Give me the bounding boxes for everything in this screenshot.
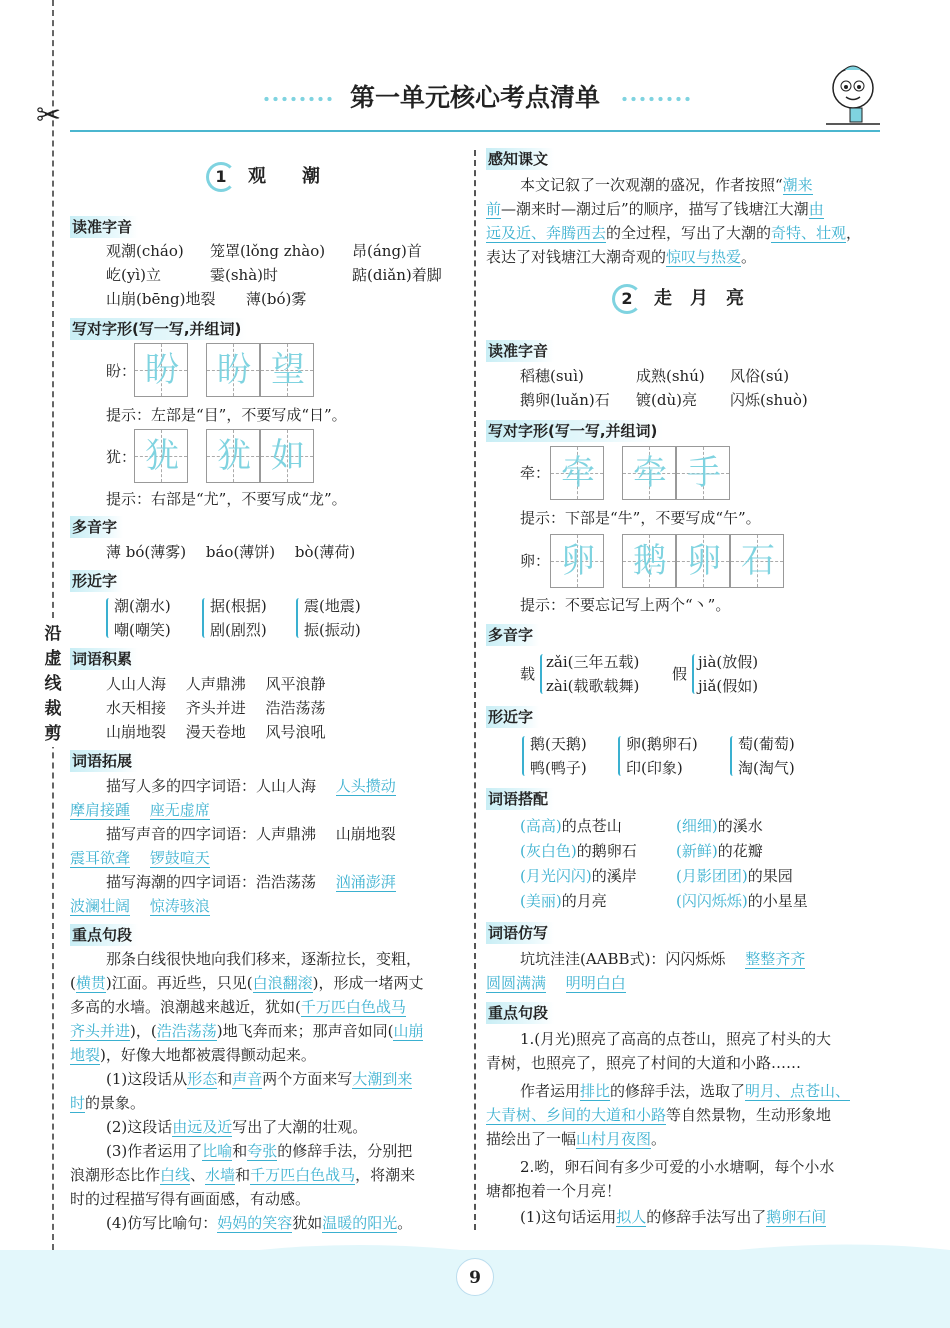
- text-line: 萄(葡萄): [738, 735, 795, 753]
- text-line: 观潮(cháo): [106, 242, 184, 260]
- text-line: 大青树、乡间的大道和小路等自然景物，生动形象地: [486, 1106, 832, 1124]
- section-key-passage: 重点句段: [486, 1002, 554, 1024]
- text-line: (灰白色)的鹅卵石: [520, 842, 637, 860]
- text-line: 牵：: [520, 464, 551, 482]
- text-line: 薄 bó(薄雾) báo(薄饼) bò(薄荷): [106, 543, 356, 561]
- text-line: 那条白线很快地向我们移来，逐渐拉长，变粗，: [106, 950, 422, 968]
- answer-text: 惊涛骇浪: [149, 897, 210, 915]
- answer-text: 妈妈的笑容: [217, 1214, 293, 1232]
- text-line: 淘(淘气): [738, 759, 795, 777]
- text-line: 表达了对钱塘江大潮奇观的惊叹与热爱。: [486, 248, 757, 266]
- page-title: 第一单元核心考点清单: [349, 83, 600, 112]
- char-grid: 犹: [134, 429, 188, 483]
- text-line: 作者运用排比的修辞手法，选取了明月、点苍山、: [520, 1082, 851, 1100]
- text-line: 印(印象): [626, 759, 683, 777]
- answer-text: 鹅卵石间: [766, 1208, 827, 1226]
- section-word-collocation: 词语搭配: [486, 788, 554, 810]
- answer-text: (美丽): [520, 892, 562, 910]
- brace-mark: [522, 736, 528, 776]
- answer-text: 形态: [187, 1070, 218, 1088]
- text-line: 犹：: [106, 448, 137, 466]
- text-line: (新鲜)的花瓣: [676, 842, 763, 860]
- answer-text: (月影团团): [676, 867, 748, 885]
- brace-mark: [618, 736, 624, 776]
- answer-text: 声音: [232, 1070, 263, 1088]
- text-line: 人山人海 人声鼎沸 风平浪静: [106, 675, 326, 693]
- text-line: (2)这段话由远及近写出了大潮的壮观。: [106, 1118, 368, 1136]
- text-line: 震(地震): [304, 597, 361, 615]
- text-line: 时的景象。: [70, 1094, 146, 1112]
- char-grid: 手: [676, 446, 730, 500]
- text-line: (1)这段话从形态和声音两个方面来写大潮到来: [106, 1070, 413, 1088]
- text-line: 青树，也照亮了，照亮了村间的大道和小路……: [486, 1054, 802, 1072]
- text-line: [70, 799, 210, 821]
- answer-text: 山村月夜图: [576, 1130, 652, 1148]
- answer-text: 汹涌澎湃: [335, 873, 396, 891]
- answer-text: 大潮到来: [352, 1070, 413, 1088]
- text-line: 山崩(bēng)地裂: [106, 290, 216, 308]
- answer-text: 千万匹白色战马: [250, 1166, 356, 1184]
- text-line: 水天相接 齐头并进 浩浩荡荡: [106, 699, 326, 717]
- answer-text: 锣鼓喧天: [149, 849, 210, 867]
- header-rule: [70, 130, 880, 132]
- answer-text: 震耳欲聋: [70, 849, 131, 867]
- section-similar-chars: 形近字: [70, 570, 123, 592]
- answer-text: 远及近、奔腾西去: [486, 224, 607, 242]
- text-line: zǎi(三年五载): [546, 653, 640, 671]
- section-writing: 写对字形(写一写,并组词): [70, 318, 247, 340]
- answer-text: 圆圆满满: [486, 974, 547, 992]
- char-grid: 盼: [206, 343, 260, 397]
- answer-text: 白线: [160, 1166, 191, 1184]
- answer-text: (高高): [520, 817, 562, 835]
- section-polyphone: 多音字: [486, 624, 539, 646]
- text-line: 提示：左部是“目”，不要写成“日”。: [106, 406, 347, 424]
- section-writing: 写对字形(写一写,并组词): [486, 420, 663, 442]
- text-line: 地裂)，好像大地都被震得颤动起来。: [70, 1046, 316, 1064]
- text-line: zài(载歌载舞): [546, 677, 640, 695]
- text-line: 鸭(鸭子): [530, 759, 587, 777]
- answer-text: (细细): [676, 817, 718, 835]
- section-similar-chars: 形近字: [486, 706, 539, 728]
- answer-text: 整整齐齐: [745, 950, 806, 968]
- answer-text: 地裂: [70, 1046, 101, 1064]
- text-line: 前—潮来时—潮过后”的顺序，描写了钱塘江大潮由: [486, 200, 824, 218]
- answer-text: 浩浩荡荡: [156, 1022, 217, 1040]
- char-grid: 鹅: [622, 534, 676, 588]
- char-grid: 犹: [206, 429, 260, 483]
- text-line: 载: [520, 665, 536, 683]
- text-line: 风俗(sú): [730, 367, 790, 385]
- text-line: jiǎ(假如): [698, 677, 759, 695]
- text-line: 镀(dù)亮: [636, 391, 697, 409]
- text-line: 据(根据): [210, 597, 267, 615]
- text-line: 描写海潮的四字词语：浩浩荡荡 汹涌澎湃: [106, 873, 396, 891]
- text-line: (4)仿写比喻句：妈妈的笑容犹如温暖的阳光。: [106, 1214, 413, 1232]
- text-line: 鹅卵(luǎn)石: [520, 391, 610, 409]
- answer-text: 时: [70, 1094, 86, 1112]
- text-line: [70, 847, 210, 869]
- char-grid: 盼: [134, 343, 188, 397]
- answer-text: 由远及近: [172, 1118, 233, 1136]
- answer-text: (新鲜): [676, 842, 718, 860]
- answer-text: 齐头并进: [70, 1022, 131, 1040]
- answer-text: 山崩: [393, 1022, 424, 1040]
- text-line: 远及近、奔腾西去的全过程，写出了大潮的奇特、壮观，: [486, 224, 862, 242]
- answer-text: 潮来: [782, 176, 813, 194]
- char-grid: 牵: [622, 446, 676, 500]
- text-line: 提示：下部是“牛”，不要写成“午”。: [520, 509, 761, 527]
- text-line: 浪潮形态比作白线、水墙和千万匹白色战马，将潮来: [70, 1166, 416, 1184]
- text-line: 屹(yì)立: [106, 266, 161, 284]
- mascot-icon: [826, 62, 880, 126]
- text-line: 本文记叙了一次观潮的盛况，作者按照“潮来: [520, 176, 813, 194]
- section-key-passage: 重点句段: [70, 924, 138, 946]
- answer-text: 座无虚席: [149, 801, 210, 819]
- text-line: (3)作者运用了比喻和夸张的修辞手法，分别把: [106, 1142, 413, 1160]
- text-line: 时的过程描写得有画面感，有动感。: [70, 1190, 311, 1208]
- section-word-extension: 词语拓展: [70, 750, 138, 772]
- answer-text: 横贯: [75, 974, 106, 992]
- text-line: 多高的水墙。浪潮越来越近，犹如(千万匹白色战马: [70, 998, 406, 1016]
- section-word-imitation: 词语仿写: [486, 922, 554, 944]
- text-line: 成熟(shú): [636, 367, 705, 385]
- text-line: (闪闪烁烁)的小星星: [676, 892, 808, 910]
- text-line: 1.(月光)照亮了高高的点苍山，照亮了村头的大: [520, 1030, 832, 1048]
- text-line: 描写声音的四字词语：人声鼎沸 山崩地裂: [106, 825, 396, 843]
- text-line: 提示：右部是“尤”，不要写成“龙”。: [106, 490, 347, 508]
- char-grid: 如: [260, 429, 314, 483]
- answer-text: 夸张: [247, 1142, 278, 1160]
- text-line: 薄(bó)雾: [246, 290, 307, 308]
- text-line: 提示：不要忘记写上两个“丶”。: [520, 596, 731, 614]
- answer-text: 拟人: [616, 1208, 647, 1226]
- text-line: jià(放假): [698, 653, 759, 671]
- text-line: 稻穗(suì): [520, 367, 584, 385]
- text-line: (细细)的溪水: [676, 817, 763, 835]
- text-line: (横贯)江面。再近些，只见(白浪翻滚)，形成一堵两丈: [70, 974, 424, 992]
- text-line: 2.哟，卵石间有多少可爱的小水塘啊，每个小水: [520, 1158, 835, 1176]
- text-line: 闪烁(shuò): [730, 391, 808, 409]
- section-pronunciation: 读准字音: [70, 216, 138, 238]
- text-line: (美丽)的月亮: [520, 892, 607, 910]
- text-line: (1)这句话运用拟人的修辞手法写出了鹅卵石间: [520, 1208, 827, 1226]
- section-perceive-text: 感知课文: [486, 148, 554, 170]
- lesson-2-heading: 2 走 月 亮: [612, 284, 744, 314]
- answer-text: 摩肩接踵: [70, 801, 131, 819]
- answer-text: 白浪翻滚: [252, 974, 313, 992]
- answer-text: 大青树、乡间的大道和小路: [486, 1106, 667, 1124]
- column-divider: [474, 150, 476, 1230]
- char-grid: 牵: [550, 446, 604, 500]
- text-line: 霎(shà)时: [210, 266, 279, 284]
- text-line: 鹅(天鹅): [530, 735, 587, 753]
- text-line: 描绘出了一幅山村月夜图。: [486, 1130, 667, 1148]
- char-grid: 石: [730, 534, 784, 588]
- answer-text: 排比: [580, 1082, 611, 1100]
- text-line: 塘都抱着一个月亮！: [486, 1182, 622, 1200]
- text-line: 假: [672, 665, 688, 683]
- section-pronunciation: 读准字音: [486, 340, 554, 362]
- answer-text: 温暖的阳光: [322, 1214, 398, 1232]
- answer-text: (闪闪烁烁): [676, 892, 748, 910]
- text-line: (高高)的点苍山: [520, 817, 622, 835]
- answer-text: (月光闪闪): [520, 867, 592, 885]
- answer-text: 千万匹白色战马: [300, 998, 406, 1016]
- text-line: 踮(diǎn)着脚: [352, 266, 442, 284]
- brace-mark: [106, 598, 112, 638]
- section-polyphone: 多音字: [70, 516, 123, 538]
- page-number: 9: [456, 1258, 494, 1296]
- answer-text: 人头攒动: [335, 777, 396, 795]
- answer-text: 波澜壮阔: [70, 897, 131, 915]
- answer-text: 惊叹与热爱: [666, 248, 742, 266]
- text-line: 嘲(嘲笑): [114, 621, 171, 639]
- answer-text: 比喻: [202, 1142, 233, 1160]
- text-line: [486, 972, 626, 994]
- brace-mark: [296, 598, 302, 638]
- text-line: 卵：: [520, 552, 551, 570]
- text-line: 振(振动): [304, 621, 361, 639]
- char-grid: 卵: [550, 534, 604, 588]
- text-line: 坑坑洼洼(AABB式)：闪闪烁烁 整整齐齐: [520, 950, 806, 968]
- scissors-icon: ✂: [36, 98, 62, 133]
- brace-mark: [202, 598, 208, 638]
- brace-mark: [730, 736, 736, 776]
- char-grid: 望: [260, 343, 314, 397]
- text-line: 卵(鹅卵石): [626, 735, 698, 753]
- section-vocabulary: 词语积累: [70, 648, 138, 670]
- title-dots-right: [620, 96, 690, 102]
- answer-text: 明明白白: [565, 974, 626, 992]
- text-line: 剧(剧烈): [210, 621, 267, 639]
- text-line: 潮(潮水): [114, 597, 171, 615]
- answer-text: 前: [486, 200, 502, 218]
- text-line: (月影团团)的果园: [676, 867, 793, 885]
- answer-text: (灰白色): [520, 842, 577, 860]
- answer-text: 奇特、壮观: [771, 224, 847, 242]
- text-line: (月光闪闪)的溪岸: [520, 867, 637, 885]
- lesson-1-heading: 1 观 潮: [206, 162, 320, 192]
- char-grid: 卵: [676, 534, 730, 588]
- text-line: 昂(áng)首: [352, 242, 422, 260]
- cut-instruction: 沿虚线裁剪: [42, 622, 64, 747]
- answer-text: 由: [808, 200, 824, 218]
- text-line: 笼罩(lǒng zhào): [210, 242, 326, 260]
- answer-text: 水墙: [205, 1166, 236, 1184]
- text-line: 山崩地裂 漫天卷地 风号浪吼: [106, 723, 326, 741]
- text-line: 齐头并进)，(浩浩荡荡)地飞奔而来；那声音如同(山崩: [70, 1022, 424, 1040]
- text-line: 盼：: [106, 362, 137, 380]
- answer-text: 明月、点苍山、: [745, 1082, 851, 1100]
- text-line: 描写人多的四字词语：人山人海 人头攒动: [106, 777, 396, 795]
- text-line: [70, 895, 210, 917]
